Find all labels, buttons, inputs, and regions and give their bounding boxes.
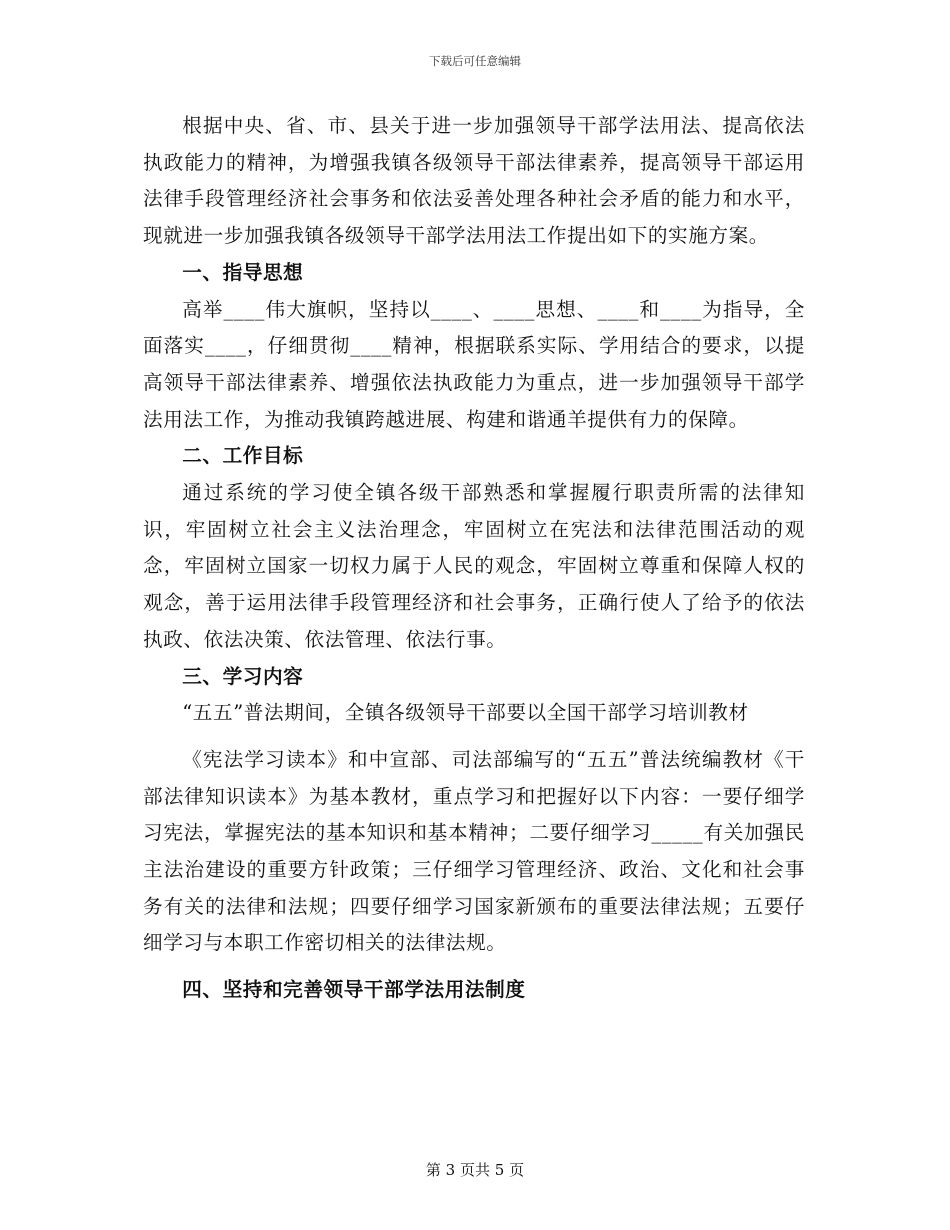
- study-content-paragraph-1: “五五”普法期间，全镇各级领导干部要以全国干部学习培训教材: [182, 701, 749, 725]
- section-heading-work-goals: 二、工作目标: [182, 444, 304, 468]
- document-body: [143, 108, 805, 1009]
- work-goals-paragraph: 通过系统的学习使全镇各级干部熟悉和掌握履行职责所需的法律知识，牢固树立社会主义法治理念，牢固树立在宪法和法律范围活动的观念，牢固树立国家一切权力属于人民的观念，牢固树立尊重和保障人权的观念，善于运用法律手段管理经济和社会事务，正确行使人了给予的依法执政、依法决策、依法管理、依法行事。: [143, 481, 805, 651]
- guiding-ideology-paragraph: 高举____伟大旗帜，坚持以____、____思想、____和____为指导，全面落实____，仔细贯彻____精神，根据联系实际、学用结合的要求，以提高领导干部法律素养、增强依法执政能力为重点，进一步加强领导干部学法用法工作，为推动我镇跨越进展、构建和谐通羊提供有力的保障。: [143, 297, 805, 431]
- section-heading-study-content: 三、学习内容: [182, 664, 304, 688]
- page-footer: 第 3 页共 5 页: [425, 1161, 525, 1179]
- section-heading-study-system: 四、坚持和完善领导干部学法用法制度: [182, 978, 526, 1002]
- study-content-paragraph-2: 《宪法学习读本》和中宣部、司法部编写的“五五”普法统编教材《干部法律知识读本》为基本教材，重点学习和把握好以下内容：一要仔细学习宪法，掌握宪法的基本知识和基本精神；二要仔细学习_____有关加强民主法治建设的重要方针政策；三仔细学习管理经济、政治、文化和社会事务有关的法律和法规；四要仔细学习国家新颁布的重要法律法规；五要仔细学习与本职工作密切相关的法律法规。: [143, 747, 805, 955]
- section-heading-guiding-ideology: 一、指导思想: [182, 260, 304, 284]
- intro-paragraph: 根据中央、省、市、县关于进一步加强领导干部学法用法、提高依法执政能力的精神，为增强我镇各级领导干部法律素养，提高领导干部运用法律手段管理经济社会事务和依法妥善处理各种社会矛盾的能力和水平，现就进一步加强我镇各级领导干部学法用法工作提出如下的实施方案。: [143, 114, 805, 248]
- page-header: 下载后可任意编辑: [429, 54, 521, 68]
